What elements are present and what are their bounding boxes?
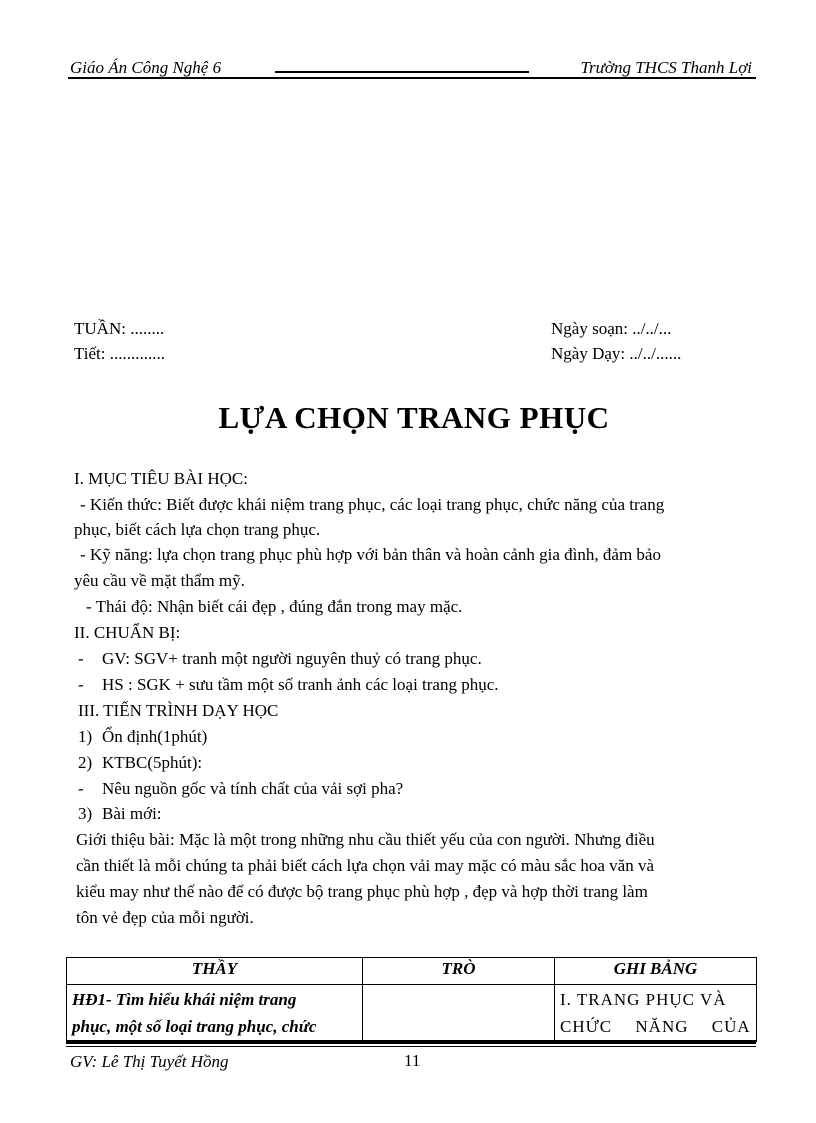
header-underline	[68, 77, 756, 79]
teacher-cell	[67, 985, 363, 1042]
dash-bullet: -	[78, 649, 84, 668]
sec2-heading: II. CHUẨN BỊ:	[74, 623, 181, 642]
dash-bullet: -	[78, 675, 84, 694]
sec1-skill-line2: yêu cầu về mặt thẩm mỹ.	[74, 571, 245, 590]
table-row	[67, 985, 757, 1042]
intro-line1: Giới thiệu bài: Mặc là một trong những nhu cầu thiết yếu của con người. Nhưng điều	[76, 830, 655, 849]
footer-rule-thin	[66, 1046, 756, 1047]
student-cell	[363, 985, 555, 1042]
step-3: Bài mới:	[102, 804, 162, 823]
teach-date: Ngày Dạy: ../../......	[551, 344, 682, 363]
footer-author: GV: Lê Thị Tuyết Hồng	[70, 1052, 229, 1071]
intro-line2: cần thiết là mỗi chúng ta phải biết cách lựa chọn vải may mặc có màu sắc hoa văn và	[76, 856, 655, 875]
sec1-knowledge-line2: phục, biết cách lựa chọn trang phục.	[74, 520, 321, 539]
header-rule	[275, 71, 529, 73]
list-number: 2)	[78, 753, 93, 772]
list-number: 3)	[78, 804, 93, 823]
board-cell-line1: I. TRANG PHỤC VÀ	[560, 990, 727, 1009]
sec1-knowledge-line1: - Kiến thức: Biết được khái niệm trang phục, các loại trang phục, chức năng của trang	[80, 495, 665, 514]
sec2-teacher: GV: SGV+ tranh một người nguyên thuỷ có trang phục.	[102, 649, 482, 668]
teacher-cell-line1: HĐ1- Tìm hiểu khái niệm trang	[72, 990, 297, 1009]
board-cell	[555, 985, 757, 1042]
step-1: Ổn định(1phút)	[102, 727, 208, 746]
week-label: TUẦN: ........	[74, 319, 165, 338]
step-2-question: Nêu nguồn gốc và tính chất của vải sợi pha?	[102, 779, 404, 798]
list-number: 1)	[78, 727, 93, 746]
footer-rule-thick	[66, 1040, 756, 1044]
header-left: Giáo Án Công Nghệ 6	[70, 58, 222, 77]
col-header-board: GHI BẢNG	[555, 958, 757, 985]
intro-line3: kiểu may như thế nào để có được bộ trang phục phù hợp , đẹp và hợp thời trang làm	[76, 882, 648, 901]
prep-date: Ngày soạn: ../../...	[551, 319, 672, 338]
col-header-student: TRÒ	[363, 958, 555, 985]
lesson-table	[66, 957, 757, 1042]
page-number: 11	[404, 1051, 421, 1070]
intro-line4: tôn vẻ đẹp của mỗi người.	[76, 908, 254, 927]
sec1-attitude: - Thái độ: Nhận biết cái đẹp , đúng đắn trong may mặc.	[86, 597, 463, 616]
col-header-teacher: THẦY	[67, 958, 363, 985]
step-2: KTBC(5phút):	[102, 753, 203, 772]
sec2-student: HS : SGK + sưu tầm một số tranh ảnh các loại trang phục.	[102, 675, 499, 694]
table-header-row	[67, 958, 757, 985]
page-title: LỰA CHỌN TRANG PHỤC	[218, 400, 610, 435]
sec1-heading: I. MỤC TIÊU BÀI HỌC:	[74, 469, 248, 488]
period-label: Tiết: .............	[74, 344, 166, 363]
dash-bullet: -	[78, 779, 84, 798]
sec3-heading: III. TIẾN TRÌNH DẠY HỌC	[78, 701, 279, 720]
sec1-skill-line1: - Kỹ năng: lựa chọn trang phục phù hợp với bản thân và hoàn cảnh gia đình, đảm bảo	[80, 545, 661, 564]
header-right: Trường THCS Thanh Lợi	[580, 58, 752, 77]
board-cell-line2: CHỨC NĂNG CỦA	[560, 1017, 751, 1036]
teacher-cell-line2: phục, một số loại trang phục, chức	[72, 1017, 317, 1036]
